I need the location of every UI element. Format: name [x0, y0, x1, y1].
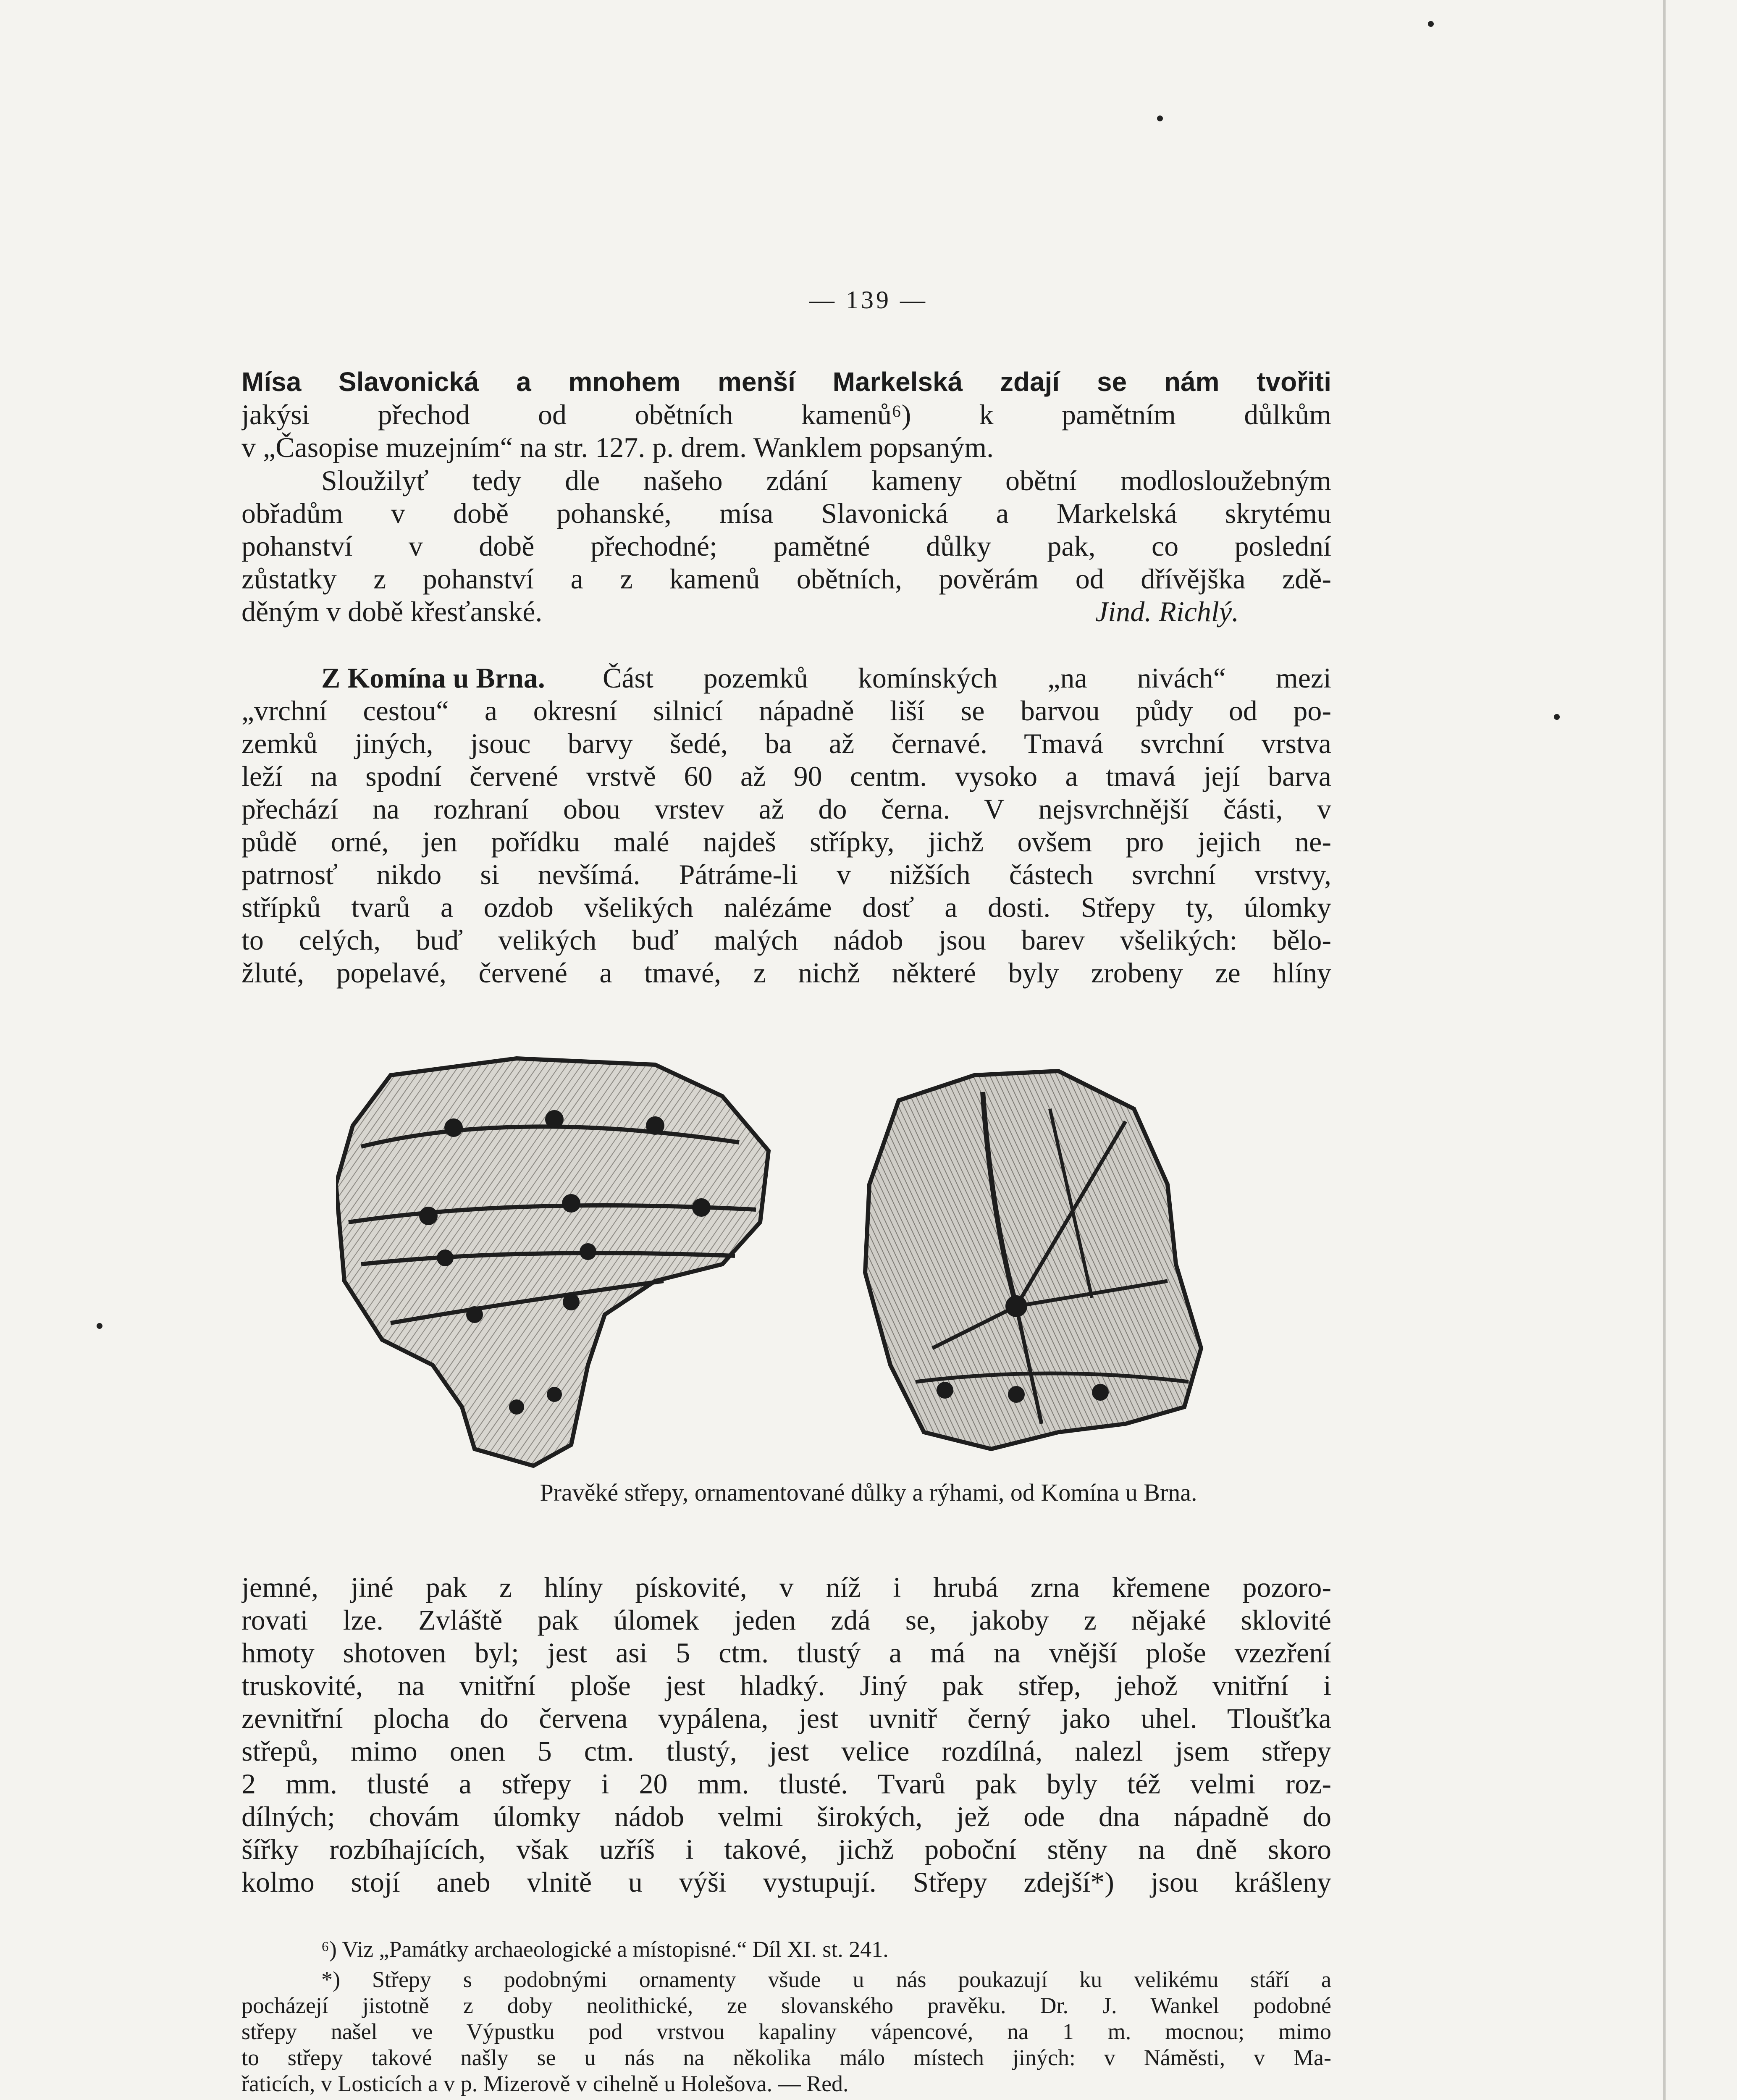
- text-line: obřadům v době pohanské, mísa Slavonická a Markelská skrytému: [241, 497, 1331, 529]
- text-line: Sloužilyť tedy dle našeho zdání kameny obětní modlosloužebným: [321, 465, 1331, 496]
- text-line: dílných; chovám úlomky nádob velmi širokých, jež ode dna nápadně do: [241, 1801, 1331, 1832]
- text-line: střepů, mimo onen 5 ctm. tlustý, jest velice rozdílná, nalezl jsem střepy: [241, 1735, 1331, 1767]
- footnote-star-line: pocházejí jistotně z doby neolithické, ze slovanského pravěku. Dr. J. Wankel podobné: [241, 1993, 1331, 2018]
- footnote-6: ⁶) Viz „Památky archaeologické a místopisné.“ Díl XI. st. 241.: [321, 1937, 889, 1962]
- footnote-star-line: řaticích, v Losticích a v p. Mizerově v cihelně u Holešova. — Red.: [241, 2071, 849, 2096]
- section-heading: Z Komína u Brna.: [321, 662, 545, 694]
- text-line: zemků jiných, jsouc barvy šedé, ba až černavé. Tmavá svrchní vrstva: [241, 727, 1331, 759]
- potsherds-drawing: [336, 1046, 1252, 1487]
- figure-caption: Pravěké střepy, ornamentované důlky a rýhami, od Komína u Brna.: [540, 1479, 1197, 1506]
- text-line: kolmo stojí aneb vlnitě u výši vystupují. Střepy zdejší*) jsou krášleny: [241, 1866, 1331, 1898]
- text-line: v „Časopise muzejním“ na str. 127. p. drem. Wanklem popsaným.: [241, 431, 994, 463]
- paragraph-1: [241, 365, 1331, 464]
- text-line: jemné, jiné pak z hlíny pískovité, v níž i hrubá zrna křemene pozoro-: [241, 1571, 1331, 1603]
- adjacent-sheet-edge: [1663, 0, 1666, 2100]
- text-line: Část pozemků komínských „na nivách“ mezi: [603, 662, 1331, 694]
- text-line: pohanství v době přechodné; pamětné důlky pak, co poslední: [241, 530, 1331, 562]
- footnote-star-line: střepy našel ve Výpustku pod vrstvou kapaliny vápencové, na 1 m. mocnou; mimo: [241, 2019, 1331, 2044]
- text-line: zůstatky z pohanství a z kamenů obětních, pověrám od dřívějška zdě-: [241, 563, 1331, 595]
- footnote-star-line: *) Střepy s podobnými ornamenty všude u nás poukazují ku velikému stáří a: [321, 1967, 1331, 1992]
- print-speck: [1554, 714, 1560, 720]
- text-line: Mísa Slavonická a mnohem menší Markelská zdají se nám tvořiti: [241, 367, 1331, 397]
- text-line: patrnosť nikdo si nevšímá. Pátráme-li v nižších částech svrchní vrstvy,: [241, 858, 1331, 890]
- paragraph-4: [241, 1571, 1331, 1898]
- text-line: 2 mm. tlusté a střepy i 20 mm. tlusté. Tvarů pak byly též velmi roz-: [241, 1768, 1331, 1800]
- print-speck: [1428, 21, 1434, 27]
- text-line: žluté, popelavé, červené a tmavé, z nichž některé byly zrobeny ze hlíny: [241, 957, 1331, 989]
- text-line: leží na spodní červené vrstvě 60 až 90 centm. vysoko a tmavá její barva: [241, 760, 1331, 792]
- author-signature: Jind. Richlý.: [1095, 596, 1239, 627]
- print-speck: [97, 1323, 102, 1329]
- paragraph-3: [241, 662, 1331, 989]
- text-line: to celých, buď velikých buď malých nádob jsou barev všelikých: bělo-: [241, 924, 1331, 956]
- footnote-star-line: to střepy takové našly se u nás na několika málo místech jiných: v Náměsti, v Ma-: [241, 2045, 1331, 2070]
- text-line: rovati lze. Zvláště pak úlomek jeden zdá se, jakoby z nějaké sklovité: [241, 1604, 1331, 1636]
- paragraph-2: [241, 464, 1331, 628]
- text-line: truskovité, na vnitřní ploše jest hladký. Jiný pak střep, jehož vnitřní i: [241, 1670, 1331, 1701]
- text-line: půdě orné, jen pořídku malé najdeš střípky, jichž ovšem pro jejich ne-: [241, 826, 1331, 858]
- footnotes: [241, 1936, 1331, 2097]
- potsherds-illustration: [336, 1046, 1252, 1487]
- text-line: jakýsi přechod od obětních kamenů⁶) k pamětním důlkům: [241, 399, 1331, 430]
- page-number: — 139 —: [809, 286, 928, 314]
- left-sherd: [336, 1058, 769, 1466]
- text-line: zevnitřní plocha do červena vypálena, jest uvnitř černý jako uhel. Tloušťka: [241, 1702, 1331, 1734]
- text-line: přechází na rozhraní obou vrstev až do černa. V nejsvrchnější části, v: [241, 793, 1331, 825]
- text-line: děným v době křesťanské.: [241, 596, 543, 627]
- text-line: střípků tvarů a ozdob všelikých nalézáme dosť a dosti. Střepy ty, úlomky: [241, 891, 1331, 923]
- right-sherd: [865, 1071, 1201, 1449]
- print-speck: [1157, 116, 1163, 121]
- text-line: „vrchní cestou“ a okresní silnicí nápadně liší se barvou půdy od po-: [241, 695, 1331, 727]
- text-line: hmoty shotoven byl; jest asi 5 ctm. tlustý a má na vnější ploše vzezření: [241, 1637, 1331, 1669]
- text-line: šířky rozbíhajících, však uzříš i takové, jichž poboční stěny na dně skoro: [241, 1833, 1331, 1865]
